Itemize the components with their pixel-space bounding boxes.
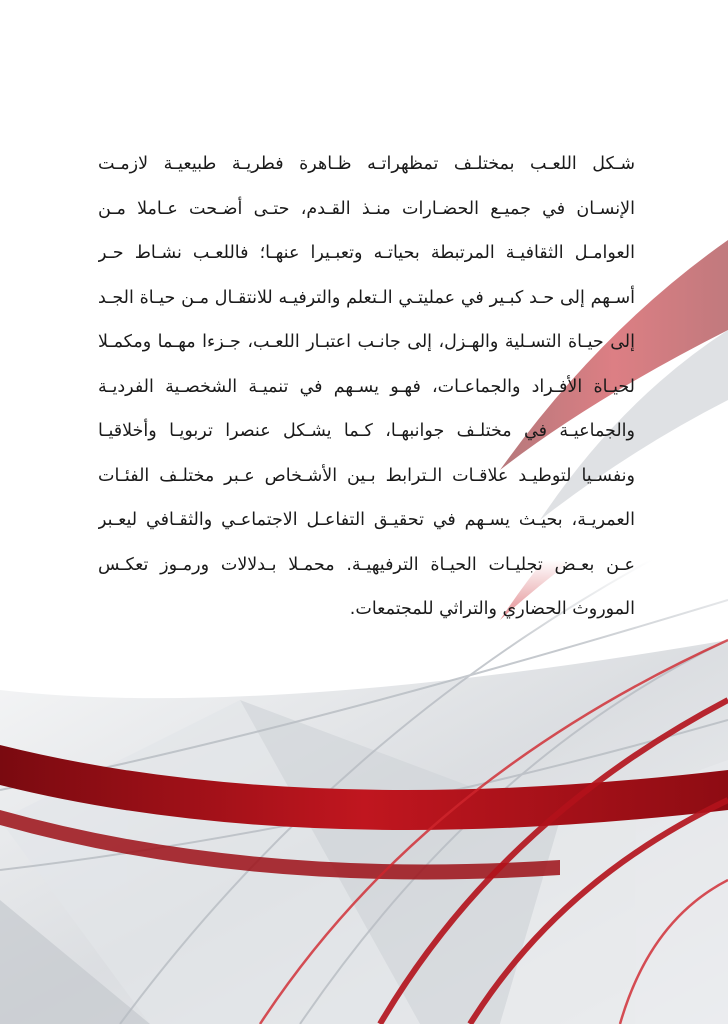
paragraph-line: أسـهم إلى حـد كبـير في عمليتـي الـتعلم والترفيـه للانتقـال مـن حيـاة الجـد <box>98 287 635 308</box>
paragraph-line: إلى حيـاة التسـلية والهـزل، إلى جانـب اعتبـار اللعـب، جـزءا مهـما ومكمـلا <box>98 332 635 352</box>
paragraph-line: لحيـاة الأفـراد والجماعـات، فهـو يسـهم في تنميـة الشخصـية الفرديـة <box>98 376 635 397</box>
paragraph-line: شـكل اللعـب بمختلـف تمظهراتـه ظـاهرة فطريـة طبيعيـة لازمـت <box>98 154 635 174</box>
paragraph-line: العوامـل الثقافيـة المرتبطة بحياتـه وتعبـيرا عنهـا؛ فاللعـب نشـاط حـر <box>98 243 635 263</box>
paragraph-line: الإنسـان في جميـع الحضـارات منـذ القـدم، حتـى أضـحت عـاملا مـن <box>98 198 635 219</box>
paragraph-line: العمريـة، بحيـث يسـهم في تحقيـق التفاعـل الاجتماعـي والثقـافي ليعـبر <box>98 510 635 530</box>
paragraph-line: ونفسـيا لتوطيـد علاقـات الـترابط بـين الأشـخاص عـبر مختلـف الفئـات <box>98 465 635 486</box>
paragraph-line: عـن بعـض تجليـات الحيـاة الترفيهيـة. محمـلا بـدلالات ورمـوز تعكـس <box>98 554 635 575</box>
paragraph-line-last: الموروث الحضاري والتراثي للمجتمعات. <box>349 599 635 619</box>
arabic-paragraph <box>98 142 635 632</box>
paragraph-line: والجماعيـة في مختلـف جوانبهـا، كـما يشـكل عنصرا تربويـا وأخلاقيـا <box>98 421 635 441</box>
